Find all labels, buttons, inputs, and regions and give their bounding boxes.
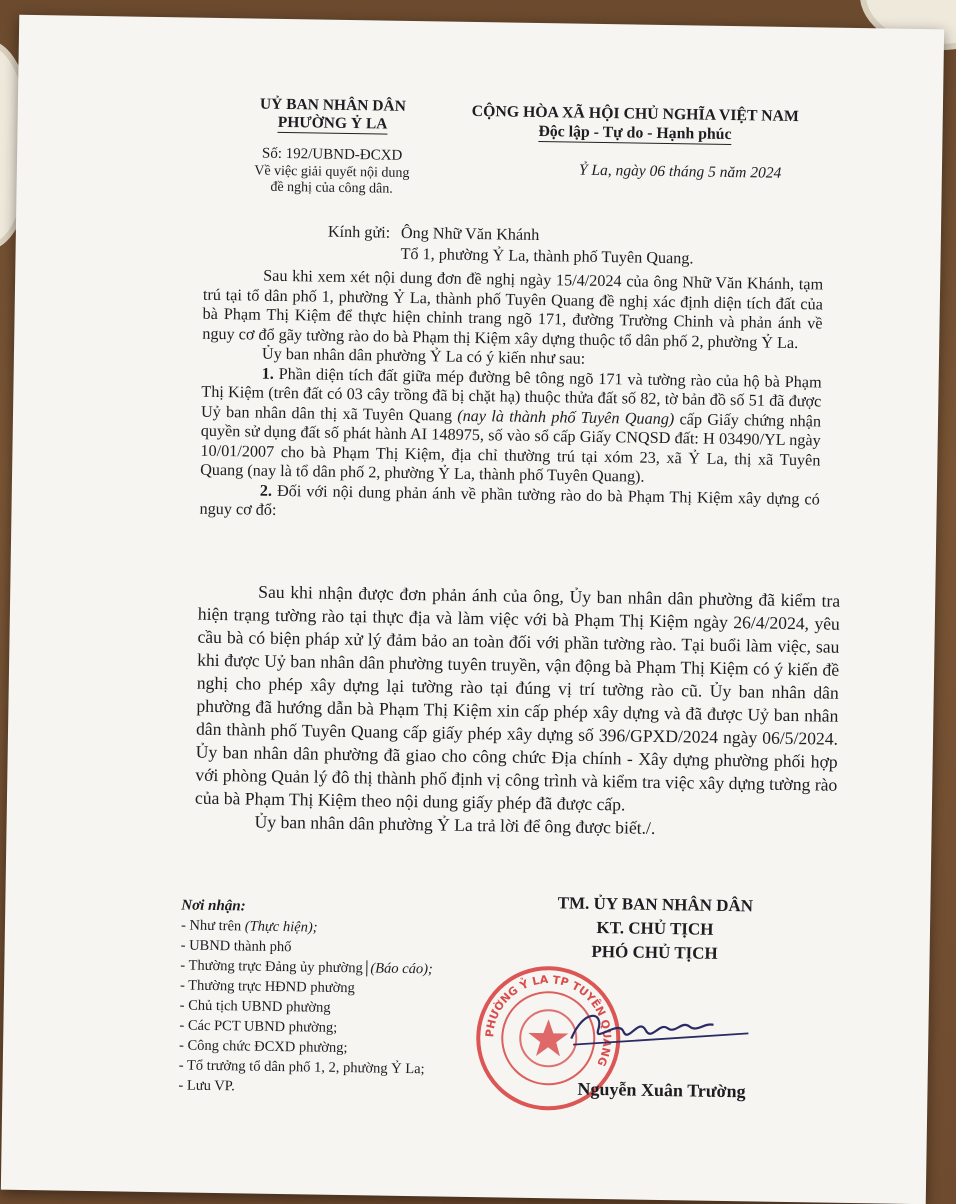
letter-body-continued <box>194 580 840 843</box>
receivers-title: Nơi nhận: <box>181 897 246 915</box>
action-paragraph: Sau khi nhận được đơn phản ánh của ông, Ủy ban nhân dân phường đã kiểm tra hiện trạng tường rào tại thực địa và làm việc với bà Phạm Thị Kiệm ngày 26/4/2024, yêu cầu bà có biện pháp xử lý đảm bảo an toàn đối với phần tường rào. Tại buổi làm việc, sau khi được Uỷ ban nhân dân phường tuyên truyền, vận động bà Phạm Thị Kiệm có ý kiến đề nghị cho phép xây dựng lại tường rào tại đúng vị trí tường rào cũ. Ủy ban nhân dân phường đã hướng dẫn bà Phạm Thị Kiệm xin cấp phép xây dựng và đã được Uỷ ban nhân dân thành phố Tuyên Quang cấp giấy phép xây dựng số 396/GPXD/2024 ngày 06/5/2024. Ủy ban nhân dân phường đã giao cho công chức Địa chính - Xây dựng phường phối hợp với phòng Quản lý đô thị thành phố định vị công trình và kiểm tra việc xây dựng tường rào của bà Phạm Thị Kiệm theo nội dung giấy phép đã được cấp. <box>194 581 841 815</box>
receiver-item: - Công chức ĐCXD phường; <box>178 1037 348 1057</box>
subject-line1: Về việc giải quyết nội dung <box>254 163 410 181</box>
receivers-list <box>178 895 434 1099</box>
signature-title-line1: TM. ỦY BAN NHÂN DÂN <box>557 893 754 916</box>
intro-paragraph: Sau khi xem xét nội dung đơn đề nghị ngày 15/4/2024 của ông Nhữ Văn Khánh, tạm trú tại tổ dân phố 1, phường Ỷ La, thành phố Tuyên Quang đề nghị xác định diện tích đất của bà Phạm Thị Kiệm để thực hiện chỉnh trang ngõ 171, đường Trường Chinh và phản ánh về nguy cơ đổ gãy tường rào do bà Phạm thị Kiệm xây dựng thuộc tổ dân phố 2, phường Ỷ La. <box>202 266 824 352</box>
signature-title-line2: KT. CHỦ TỊCH <box>596 917 714 939</box>
agency-name-line1: UỶ BAN NHÂN DÂN <box>259 95 407 115</box>
receiver-item: - UBND thành phố <box>180 937 292 956</box>
closing-line: Ủy ban nhân dân phường Ỷ La trả lời để ông được biết./. <box>254 811 656 838</box>
agency-name-line2: PHƯỜNG Ỷ LA <box>277 113 388 133</box>
letter-body <box>199 266 823 529</box>
recipient-address: Tổ 1, phường Ỷ La, thành phố Tuyên Quang. <box>400 244 694 268</box>
recipient-name: Ông Nhữ Văn Khánh <box>400 223 540 245</box>
agency-block <box>232 95 433 134</box>
signer-name: Nguyễn Xuân Trường <box>577 1078 746 1102</box>
recipient-label: Kính gửi: <box>327 222 391 242</box>
document-subject <box>231 163 431 198</box>
receiver-item: - Như trên (Thực hiện); <box>180 917 318 936</box>
signature-block <box>524 891 785 967</box>
opinion-line: Ủy ban nhân dân phường Ỷ La có ý kiến như sau: <box>261 344 586 368</box>
signature-title-line3: PHÓ CHỦ TỊCH <box>591 941 718 963</box>
national-motto-line2: Độc lập - Tự do - Hạnh phúc <box>538 122 732 144</box>
nation-block <box>462 102 808 145</box>
document-number: Số: 192/UBND-ĐCXD <box>261 145 403 164</box>
official-letter <box>1 15 944 1204</box>
national-motto-line1: CỘNG HÒA XÃ HỘI CHỦ NGHĨA VIỆT NAM <box>471 102 800 126</box>
seal-text: PHƯỜNG Ỷ LA TP TUYÊN QUANG <box>483 973 614 1069</box>
subject-line2: đề nghị của công dân. <box>270 179 393 197</box>
point-1-paragraph: 1. Phần diện tích đất giữa mép đường bê tông ngõ 171 và tường rào của hộ bà Phạm Thị Kiệm (trên đất có 03 cây trồng đã bị chặt hạ) thuộc thửa đất số 82, tờ bản đồ số 51 đã được Uỷ ban nhân dân thị xã Tuyên Quang (nay là thành phố Tuyên Quang) cấp Giấy chứng nhận quyền sử dụng đất số phát hành AI 148975, số vào sổ cấp Giấy CNQSD đất: H 03490/YL ngày 10/01/2007 cho bà Phạm Thị Kiệm, địa chỉ thường trú tại xóm 23, xã Ỷ La, thị xã Tuyên Quang (nay là tổ dân phố 2, phường Ỷ La, thành phố Tuyên Quang). <box>200 364 822 486</box>
receiver-item: - Tổ trưởng tổ dân phố 1, 2, phường Ỷ La; <box>178 1057 425 1078</box>
receiver-item: - Lưu VP. <box>178 1077 235 1095</box>
receiver-item: - Các PCT UBND phường; <box>179 1017 338 1036</box>
handwritten-signature <box>563 998 754 1061</box>
receiver-item: - Thường trực HĐND phường <box>179 977 355 997</box>
receiver-item: - Thường trực Đảng ủy phường (Báo cáo); <box>180 957 433 978</box>
point-2-paragraph: 2. Đối với nội dung phản ánh về phần tường rào do bà Phạm Thị Kiệm xây dựng có nguy cơ đổ: <box>199 481 820 519</box>
document-date: Ỷ La, ngày 06 tháng 5 năm 2024 <box>578 161 782 182</box>
receiver-item: - Chủ tịch UBND phường <box>179 997 331 1016</box>
